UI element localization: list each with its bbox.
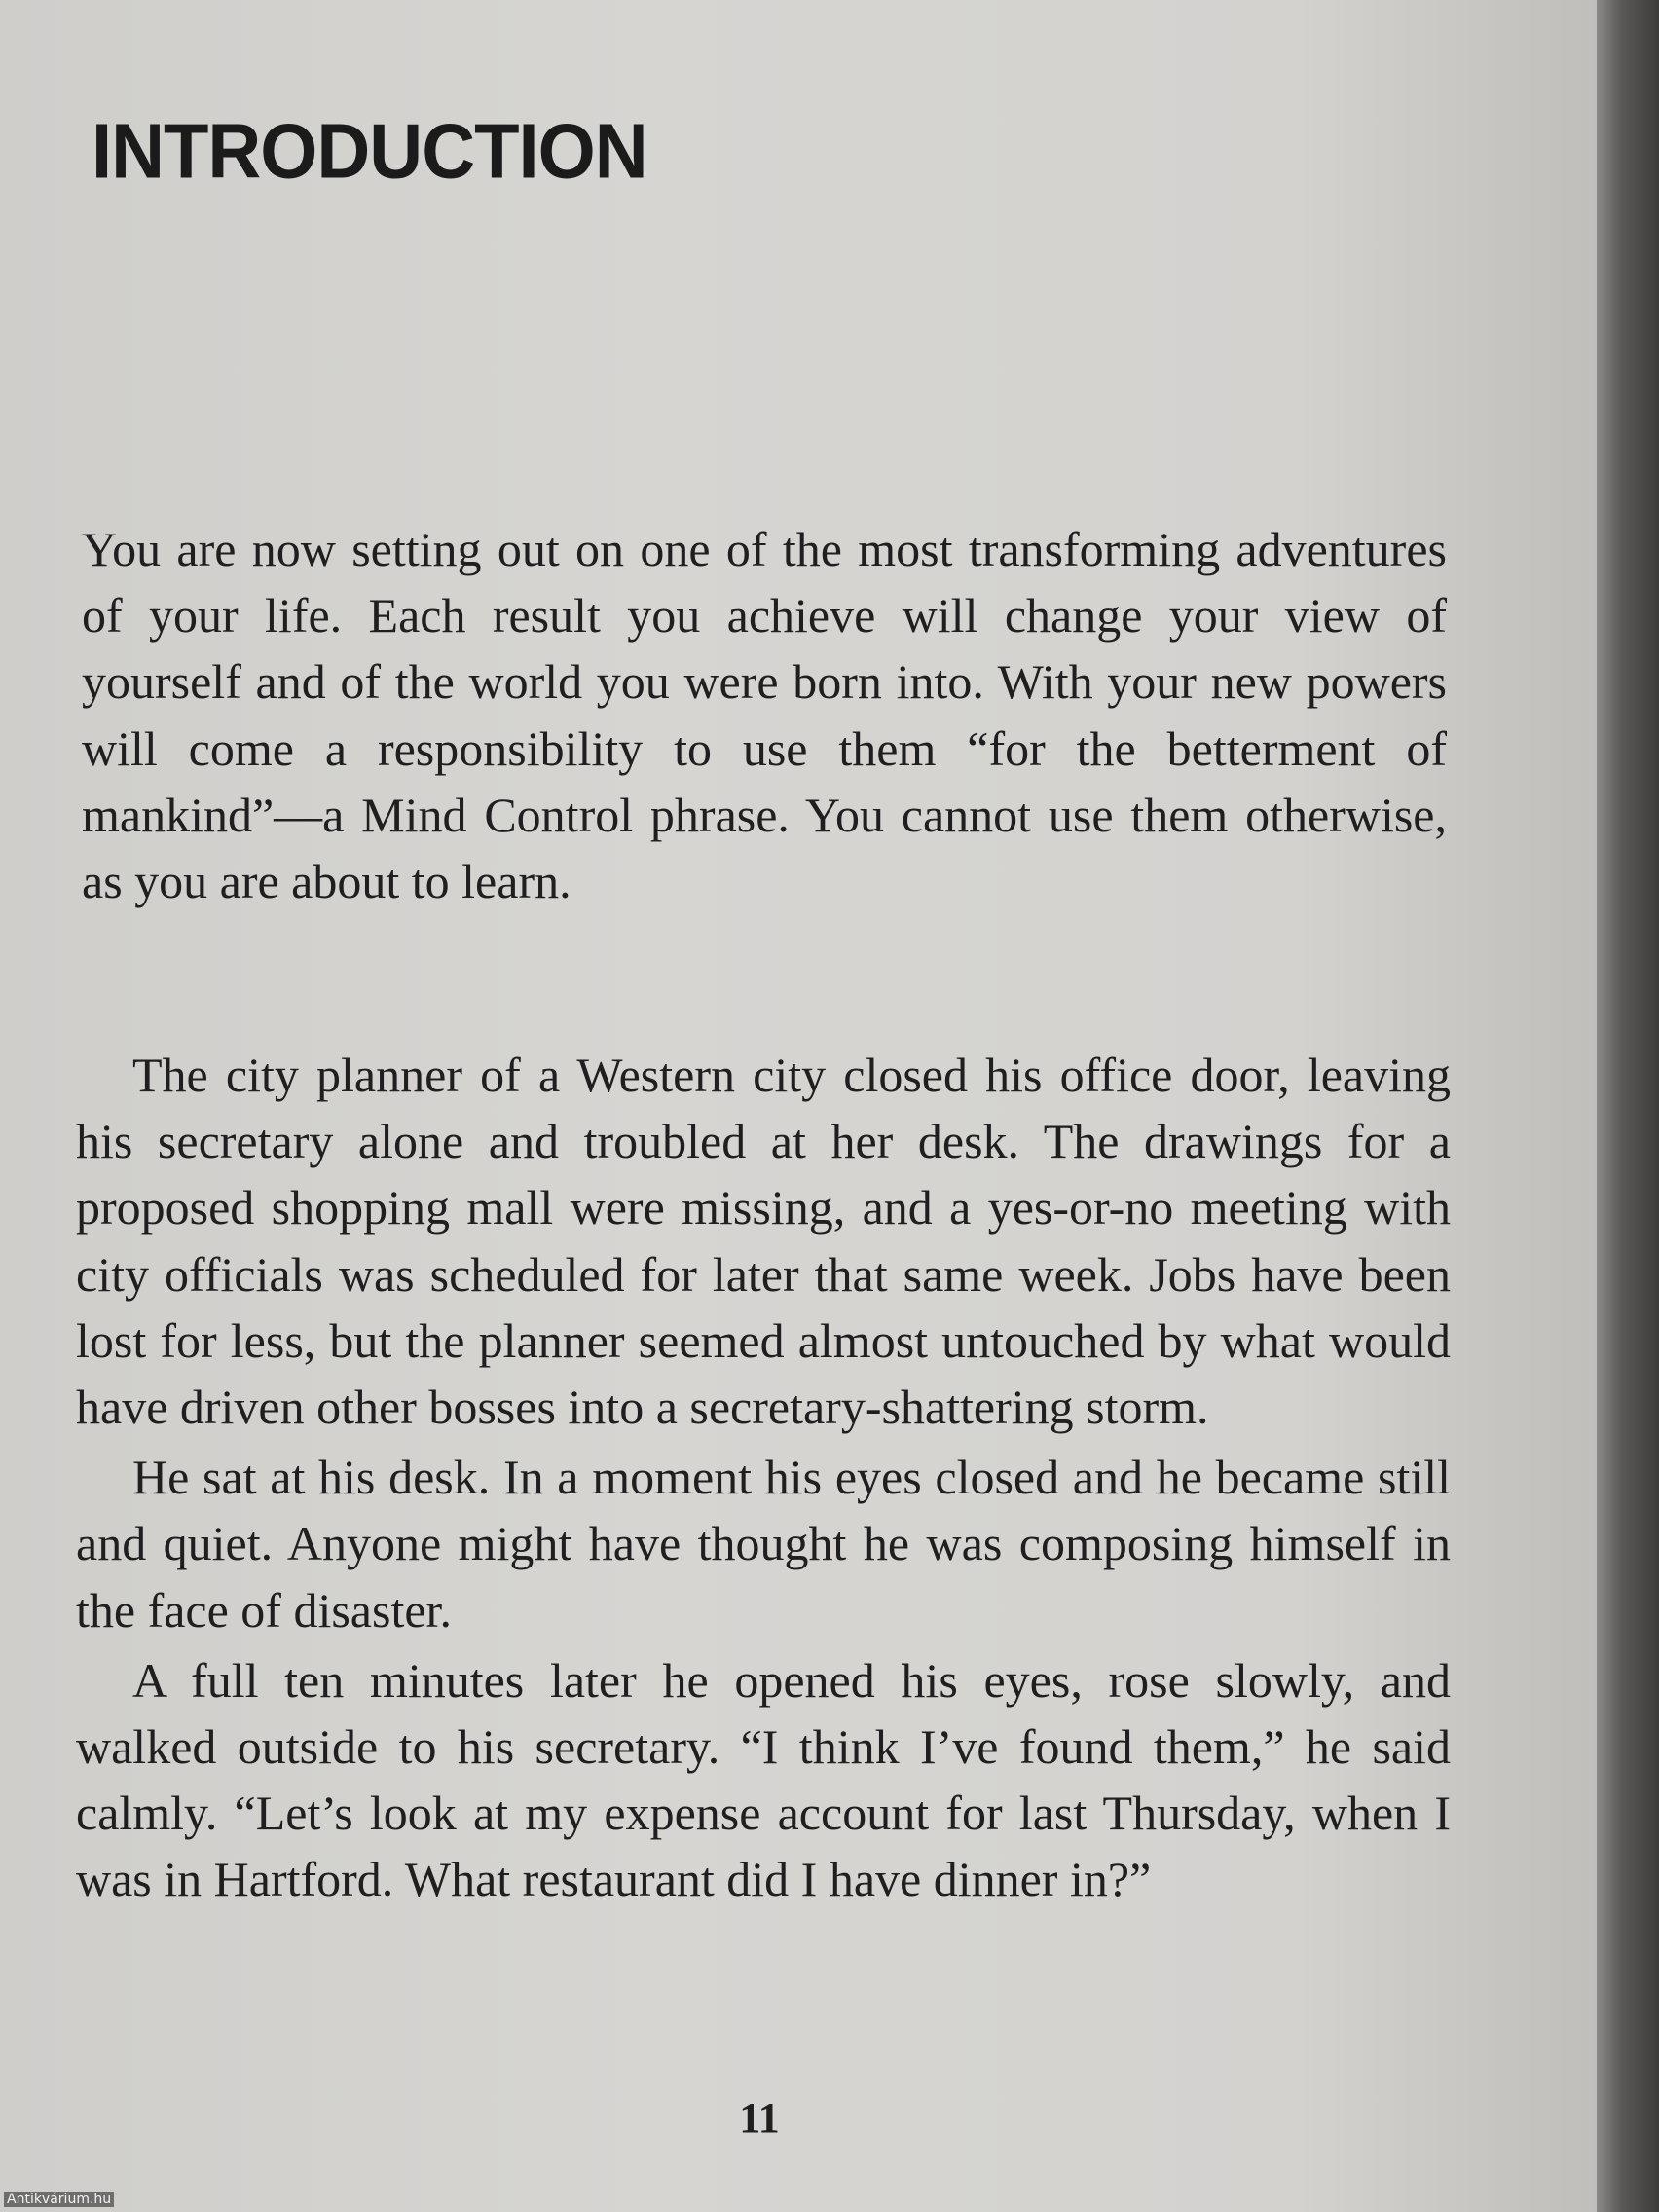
story-block bbox=[76, 1042, 1451, 1913]
page-number: 11 bbox=[739, 2094, 780, 2142]
book-spine-shadow bbox=[1597, 0, 1659, 2212]
story-paragraph-2: He sat at his desk. In a moment his eyes closed and he became still and quiet. Anyone might have thought he was composing himself in the face of disaster. bbox=[76, 1450, 1451, 1638]
chapter-heading: INTRODUCTION bbox=[92, 107, 647, 196]
lead-paragraph: You are now setting out on one of the most transforming adventures of your life. Each result you achieve will change your view of yourself and of the world you were born into. With your new powers will come a responsibility to use them “for the betterment of mankind”—a Mind Control phrase. You cannot use them otherwise, as you are about to learn. bbox=[82, 522, 1447, 909]
watermark: Antikvárium.hu bbox=[4, 2192, 114, 2207]
lead-paragraph-block bbox=[82, 516, 1447, 914]
story-paragraph-3: A full ten minutes later he opened his eyes, rose slowly, and walked outside to his secretary. “I think I’ve found them,” he said calmly. “Let’s look at my expense account for last Thursday, when I was in Hartford. What restaurant did I have dinner in?” bbox=[76, 1652, 1451, 1907]
story-paragraph-1: The city planner of a Western city closed his office door, leaving his secretary alone and troubled at her desk. The drawings for a proposed shopping mall were missing, and a yes-or-no meeting with city officials was scheduled for later that same week. Jobs have been lost for less, but the planner seemed almost untouched by what would have driven other bosses into a secretary-shattering storm. bbox=[76, 1048, 1451, 1435]
